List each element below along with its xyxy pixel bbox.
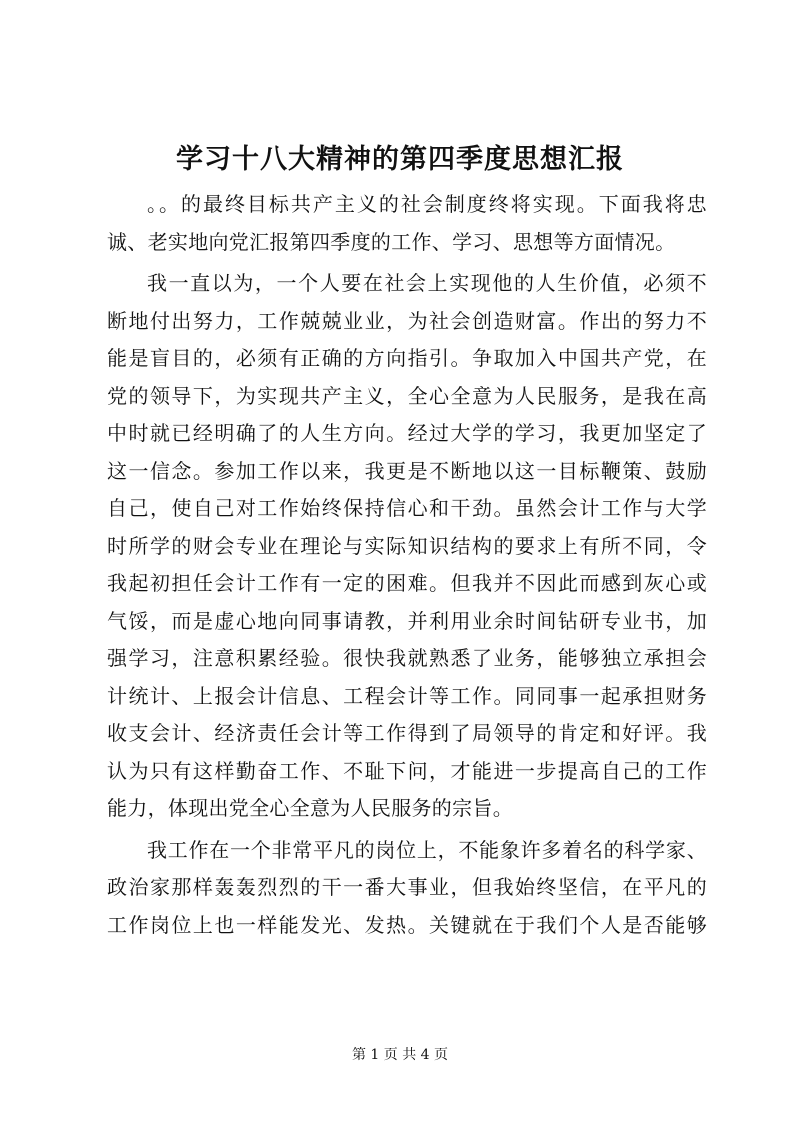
text-line: 我工作在一个非常平凡的岗位上，不能象许多着名的科学家、 — [147, 837, 707, 862]
text-line: 自己，使自己对工作始终保持信心和干劲。虽然会计工作与大学 — [107, 496, 707, 520]
text-line: 计统计、上报会计信息、工程会计等工作。同同事一起承担财务 — [107, 683, 707, 708]
text-line: 认为只有这样勤奋工作、不耻下问，才能进一步提高自己的工作 — [107, 758, 707, 783]
text-line: 收支会计、经济责任会计等工作得到了局领导的肯定和好评。我 — [107, 721, 707, 745]
paragraph — [107, 186, 707, 261]
page-footer: 第 1 页 共 4 页 — [351, 1047, 449, 1063]
paragraph — [107, 265, 707, 828]
document-body — [107, 186, 707, 948]
text-line: 政治家那样轰轰烈烈的干一番大事业，但我始终坚信，在平凡的 — [107, 875, 707, 899]
text-line: 我一直以为，一个人要在社会上实现他的人生价值，必须不 — [147, 271, 707, 295]
text-line: 。。的最终目标共产主义的社会制度终将实现。下面我将忠 — [147, 192, 707, 216]
paragraph — [107, 832, 707, 945]
text-line: 气馁，而是虚心地向同事请教，并利用业余时间钻研专业书，加 — [107, 608, 707, 633]
text-line: 强学习，注意积累经验。很快我就熟悉了业务，能够独立承担会 — [107, 646, 707, 670]
text-line: 能是盲目的，必须有正确的方向指引。争取加入中国共产党，在 — [107, 346, 707, 370]
text-line: 工作岗位上也一样能发光、发热。关键就在于我们个人是否能够 — [107, 912, 707, 937]
text-line: 我起初担任会计工作有一定的困难。但我并不因此而感到灰心或 — [107, 571, 707, 595]
text-line: 断地付出努力，工作兢兢业业，为社会创造财富。作出的努力不 — [107, 308, 707, 333]
text-line: 这一信念。参加工作以来，我更是不断地以这一目标鞭策、鼓励 — [107, 458, 707, 483]
text-line: 时所学的财会专业在理论与实际知识结构的要求上有所不同，令 — [107, 533, 707, 558]
text-line: 诚、老实地向党汇报第四季度的工作、学习、思想等方面情况。 — [107, 229, 676, 254]
text-line: 能力，体现出党全心全意为人民服务的宗旨。 — [107, 796, 513, 820]
text-line: 党的领导下，为实现共产主义，全心全意为人民服务，是我在高 — [107, 383, 707, 408]
document-title: 学习十八大精神的第四季度思想汇报 — [176, 144, 624, 175]
text-line: 中时就已经明确了的人生方向。经过大学的学习，我更加坚定了 — [107, 421, 707, 445]
